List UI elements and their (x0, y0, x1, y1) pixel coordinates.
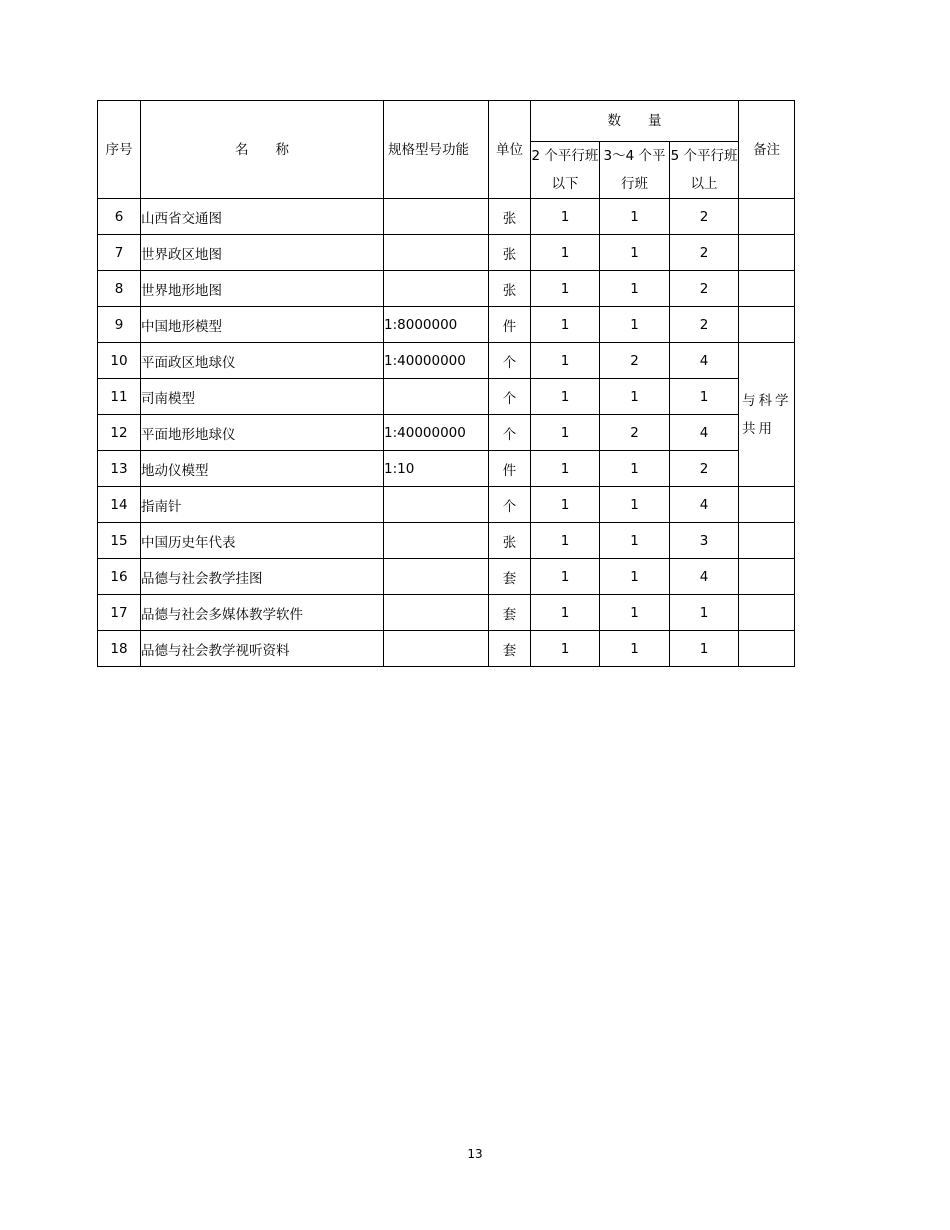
cell-qty-small: 1 (531, 343, 600, 379)
cell-qty-small: 1 (531, 559, 600, 595)
table-row (98, 523, 795, 559)
cell-qty-large: 4 (670, 487, 739, 523)
header-seq: 序号 (98, 101, 141, 199)
header-note: 备注 (739, 101, 795, 199)
cell-seq: 13 (98, 451, 141, 487)
cell-name: 中国地形模型 (141, 307, 384, 343)
cell-unit: 个 (489, 379, 531, 415)
header-unit: 单位 (489, 101, 531, 199)
cell-spec (384, 559, 489, 595)
cell-seq: 16 (98, 559, 141, 595)
cell-qty-small: 1 (531, 595, 600, 631)
cell-qty-small: 1 (531, 523, 600, 559)
cell-qty-small: 1 (531, 415, 600, 451)
cell-qty-large: 4 (670, 559, 739, 595)
table-row (98, 415, 795, 451)
cell-unit: 套 (489, 631, 531, 667)
table-row (98, 451, 795, 487)
cell-spec (384, 595, 489, 631)
cell-name: 指南针 (141, 487, 384, 523)
cell-seq: 11 (98, 379, 141, 415)
cell-unit: 个 (489, 415, 531, 451)
table-row (98, 271, 795, 307)
cell-name: 世界地形地图 (141, 271, 384, 307)
table-row (98, 487, 795, 523)
cell-spec: 1:10 (384, 451, 489, 487)
cell-note (739, 271, 795, 307)
cell-qty-medium: 1 (600, 559, 670, 595)
cell-qty-large: 1 (670, 379, 739, 415)
table-row (98, 199, 795, 235)
cell-unit: 个 (489, 343, 531, 379)
cell-qty-large: 1 (670, 631, 739, 667)
cell-note (739, 631, 795, 667)
table-row (98, 631, 795, 667)
table-row (98, 307, 795, 343)
cell-qty-medium: 1 (600, 271, 670, 307)
equipment-table (97, 100, 795, 667)
cell-name: 世界政区地图 (141, 235, 384, 271)
cell-unit: 件 (489, 451, 531, 487)
cell-qty-medium: 1 (600, 451, 670, 487)
cell-seq: 12 (98, 415, 141, 451)
cell-qty-medium: 1 (600, 487, 670, 523)
header-qty-small: 2 个平行班以下 (531, 142, 600, 199)
page-number: 13 (467, 1147, 483, 1161)
cell-qty-small: 1 (531, 631, 600, 667)
cell-qty-large: 3 (670, 523, 739, 559)
cell-spec (384, 487, 489, 523)
cell-seq: 8 (98, 271, 141, 307)
cell-qty-large: 2 (670, 235, 739, 271)
cell-qty-medium: 1 (600, 523, 670, 559)
header-name: 名 称 (141, 101, 384, 199)
cell-note (739, 199, 795, 235)
cell-note (739, 307, 795, 343)
cell-qty-small: 1 (531, 199, 600, 235)
cell-qty-small: 1 (531, 235, 600, 271)
table-row (98, 595, 795, 631)
header-qty-large: 5 个平行班以上 (670, 142, 739, 199)
cell-qty-medium: 1 (600, 307, 670, 343)
cell-name: 中国历史年代表 (141, 523, 384, 559)
cell-qty-medium: 1 (600, 379, 670, 415)
cell-note (739, 235, 795, 271)
cell-qty-large: 4 (670, 415, 739, 451)
cell-qty-medium: 1 (600, 235, 670, 271)
cell-qty-medium: 2 (600, 343, 670, 379)
cell-name: 品德与社会多媒体教学软件 (141, 595, 384, 631)
table-row (98, 559, 795, 595)
cell-spec (384, 631, 489, 667)
cell-seq: 18 (98, 631, 141, 667)
cell-spec (384, 235, 489, 271)
cell-name: 山西省交通图 (141, 199, 384, 235)
cell-spec: 1:8000000 (384, 307, 489, 343)
cell-qty-small: 1 (531, 307, 600, 343)
cell-name: 司南模型 (141, 379, 384, 415)
cell-seq: 14 (98, 487, 141, 523)
cell-note (739, 595, 795, 631)
cell-spec (384, 199, 489, 235)
cell-spec (384, 379, 489, 415)
cell-qty-large: 2 (670, 307, 739, 343)
cell-qty-large: 1 (670, 595, 739, 631)
cell-name: 地动仪模型 (141, 451, 384, 487)
cell-qty-small: 1 (531, 487, 600, 523)
cell-name: 平面政区地球仪 (141, 343, 384, 379)
cell-qty-large: 4 (670, 343, 739, 379)
table-row (98, 343, 795, 379)
cell-unit: 套 (489, 559, 531, 595)
cell-seq: 9 (98, 307, 141, 343)
cell-note (739, 559, 795, 595)
cell-unit: 套 (489, 595, 531, 631)
cell-spec (384, 271, 489, 307)
cell-qty-medium: 1 (600, 595, 670, 631)
cell-unit: 张 (489, 523, 531, 559)
cell-seq: 17 (98, 595, 141, 631)
cell-qty-medium: 2 (600, 415, 670, 451)
cell-seq: 7 (98, 235, 141, 271)
cell-unit: 件 (489, 307, 531, 343)
cell-unit: 张 (489, 199, 531, 235)
cell-spec: 1:40000000 (384, 415, 489, 451)
header-quantity: 数 量 (531, 101, 739, 142)
cell-seq: 15 (98, 523, 141, 559)
header-qty-medium: 3～4 个平行班 (600, 142, 670, 199)
cell-seq: 10 (98, 343, 141, 379)
table-row (98, 235, 795, 271)
cell-name: 品德与社会教学挂图 (141, 559, 384, 595)
cell-name: 平面地形地球仪 (141, 415, 384, 451)
cell-qty-large: 2 (670, 451, 739, 487)
cell-spec: 1:40000000 (384, 343, 489, 379)
cell-note (739, 487, 795, 523)
cell-qty-medium: 1 (600, 631, 670, 667)
merged-note: 与科学共用 (739, 343, 795, 487)
cell-qty-medium: 1 (600, 199, 670, 235)
cell-name: 品德与社会教学视听资料 (141, 631, 384, 667)
cell-qty-large: 2 (670, 199, 739, 235)
cell-unit: 张 (489, 235, 531, 271)
header-spec: 规格型号功能 (384, 101, 489, 199)
cell-qty-small: 1 (531, 379, 600, 415)
cell-unit: 张 (489, 271, 531, 307)
cell-seq: 6 (98, 199, 141, 235)
cell-unit: 个 (489, 487, 531, 523)
cell-qty-small: 1 (531, 271, 600, 307)
cell-spec (384, 523, 489, 559)
cell-qty-small: 1 (531, 451, 600, 487)
cell-note (739, 523, 795, 559)
cell-qty-large: 2 (670, 271, 739, 307)
table-row (98, 379, 795, 415)
